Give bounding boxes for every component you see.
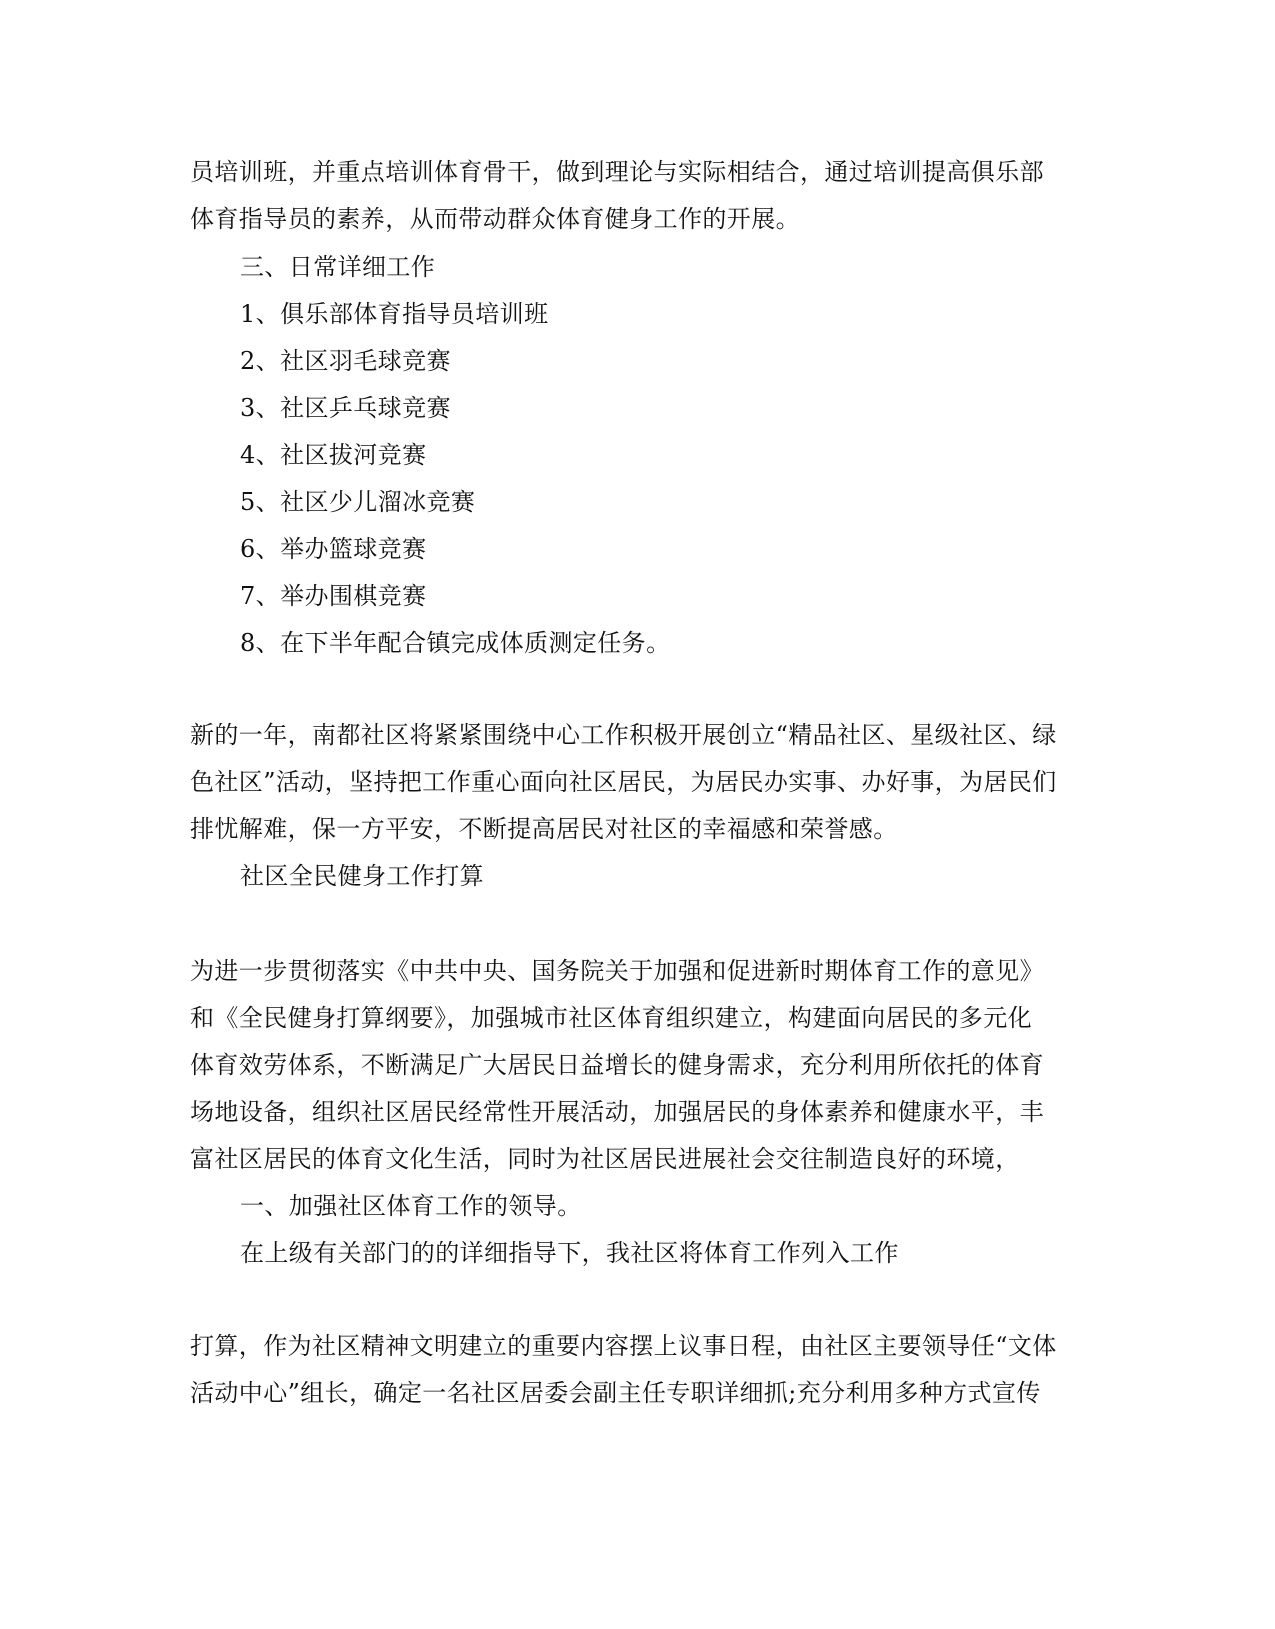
paragraph-line: 场地设备，组织社区居民经常性开展活动，加强居民的身体素养和健康水平，丰 <box>190 1098 1044 1126</box>
paragraph-line: 新的一年，南都社区将紧紧围绕中心工作积极开展创立“精品社区、星级社区、绿 <box>190 721 1057 749</box>
paragraph-line: 和《全民健身打算纲要》，加强城市社区体育组织建立，构建面向居民的多元化 <box>190 1004 1032 1032</box>
paragraph-line: 色社区”活动，坚持把工作重心面向社区居民，为居民办实事、办好事，为居民们 <box>190 768 1057 796</box>
paragraph-line: 打算，作为社区精神文明建立的重要内容摆上议事日程，由社区主要领导任“文体 <box>190 1332 1057 1360</box>
section-title: 社区全民健身工作打算 <box>240 862 484 890</box>
paragraph-line: 富社区居民的体育文化生活，同时为社区居民进展社会交往制造良好的环境， <box>190 1145 1020 1173</box>
list-item: 8、在下半年配合镇完成体质测定任务。 <box>240 629 671 657</box>
list-item: 1、俱乐部体育指导员培训班 <box>240 300 549 328</box>
paragraph-line: 体育效劳体系，不断满足广大居民日益增长的健身需求，充分利用所依托的体育 <box>190 1051 1044 1079</box>
list-item: 2、社区羽毛球竞赛 <box>240 347 451 375</box>
paragraph-line: 为进一步贯彻落实《中共中央、国务院关于加强和促进新时期体育工作的意见》 <box>190 957 1044 985</box>
list-item: 4、社区拔河竞赛 <box>240 441 427 469</box>
list-item: 5、社区少儿溜冰竞赛 <box>240 488 476 516</box>
list-item: 6、举办篮球竞赛 <box>240 535 427 563</box>
section-heading: 三、日常详细工作 <box>240 253 436 281</box>
paragraph-line: 员培训班，并重点培训体育骨干，做到理论与实际相结合，通过培训提高俱乐部 <box>190 158 1044 186</box>
paragraph-line: 活动中心”组长，确定一名社区居委会副主任专职详细抓;充分利用多种方式宣传 <box>190 1379 1041 1407</box>
list-item: 3、社区乒乓球竞赛 <box>240 394 451 422</box>
section-heading: 一、加强社区体育工作的领导。 <box>240 1192 582 1220</box>
paragraph-line: 体育指导员的素养，从而带动群众体育健身工作的开展。 <box>190 205 800 233</box>
paragraph-line: 排忧解难，保一方平安，不断提高居民对社区的幸福感和荣誉感。 <box>190 815 898 843</box>
paragraph-line: 在上级有关部门的的详细指导下，我社区将体育工作列入工作 <box>240 1239 899 1267</box>
list-item: 7、举办围棋竞赛 <box>240 582 427 610</box>
